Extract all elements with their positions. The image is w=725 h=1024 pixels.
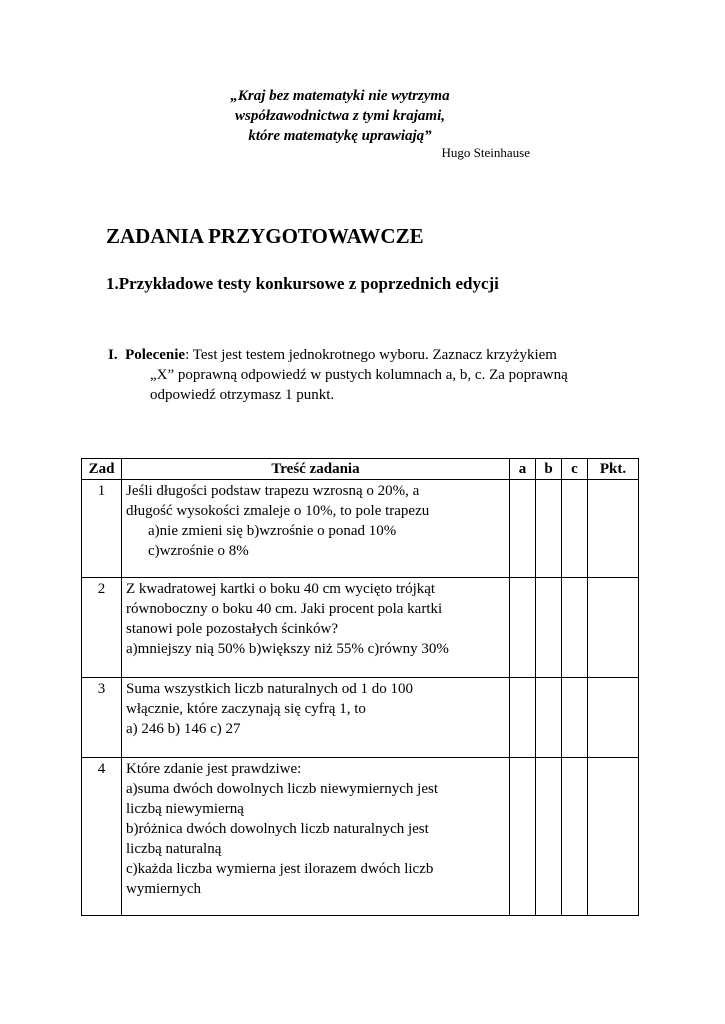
- answer-b-cell[interactable]: [536, 678, 562, 758]
- task-number: 3: [82, 678, 122, 758]
- answer-a-cell[interactable]: [510, 480, 536, 578]
- tasks-table: [81, 458, 639, 916]
- table-header-row: [82, 459, 639, 480]
- task-line: a)mniejszy nią 50% b)większy niż 55% c)równy 30%: [126, 641, 449, 657]
- task-number: 1: [82, 480, 122, 578]
- task-line: a) 246 b) 146 c) 27: [126, 721, 241, 737]
- points-cell[interactable]: [588, 578, 639, 678]
- header-content: Treść zadania: [122, 459, 510, 480]
- answer-c-cell[interactable]: [562, 678, 588, 758]
- points-cell[interactable]: [588, 758, 639, 916]
- task-line: c)każda liczba wymierna jest ilorazem dwóch liczb: [126, 861, 434, 877]
- task-number: 2: [82, 578, 122, 678]
- header-a: a: [510, 459, 536, 480]
- points-cell[interactable]: [588, 480, 639, 578]
- answer-a-cell[interactable]: [510, 578, 536, 678]
- task-line: Z kwadratowej kartki o boku 40 cm wycięto trójkąt: [126, 581, 436, 597]
- instruction-text: odpowiedź otrzymasz 1 punkt.: [150, 387, 335, 403]
- task-line: długość wysokości zmaleje o 10%, to pole trapezu: [126, 503, 430, 519]
- header-b: b: [536, 459, 562, 480]
- points-cell[interactable]: [588, 678, 639, 758]
- task-line: równoboczny o boku 40 cm. Jaki procent pola kartki: [126, 601, 443, 617]
- quote-line: współzawodnictwa z tymi krajami,: [234, 108, 446, 124]
- answer-b-cell[interactable]: [536, 480, 562, 578]
- instruction-text: „X” poprawną odpowiedź w pustych kolumnach a, b, c. Za poprawną: [150, 367, 568, 383]
- table-row: [82, 678, 639, 758]
- table-row: [82, 480, 639, 578]
- quote-author: Hugo Steinhause: [441, 145, 530, 160]
- task-line: b)różnica dwóch dowolnych liczb naturalnych jest: [126, 821, 429, 837]
- page-title: ZADANIA PRZYGOTOWAWCZE: [106, 224, 424, 248]
- quote-line: „Kraj bez matematyki nie wytrzyma: [230, 88, 450, 104]
- answer-c-cell[interactable]: [562, 758, 588, 916]
- task-line: Jeśli długości podstaw trapezu wzrosną o 20%, a: [126, 483, 420, 499]
- header-c: c: [562, 459, 588, 480]
- instruction-label: Polecenie: [125, 347, 186, 363]
- task-line: stanowi pole pozostałych ścinków?: [126, 621, 339, 637]
- task-line: liczbą niewymierną: [126, 801, 244, 817]
- answer-b-cell[interactable]: [536, 758, 562, 916]
- task-content: [122, 758, 510, 916]
- header-zad: Zad: [82, 459, 122, 480]
- task-line: c)wzrośnie o 8%: [148, 543, 249, 559]
- table-row: [82, 758, 639, 916]
- table-row: [82, 578, 639, 678]
- answer-a-cell[interactable]: [510, 678, 536, 758]
- answer-c-cell[interactable]: [562, 578, 588, 678]
- task-content: [122, 678, 510, 758]
- task-line: Które zdanie jest prawdziwe:: [126, 761, 302, 777]
- task-line: a)nie zmieni się b)wzrośnie o ponad 10%: [148, 523, 397, 539]
- task-content: [122, 578, 510, 678]
- task-content: [122, 480, 510, 578]
- answer-b-cell[interactable]: [536, 578, 562, 678]
- task-line: włącznie, które zaczynają się cyfrą 1, to: [126, 701, 366, 717]
- answer-c-cell[interactable]: [562, 480, 588, 578]
- section-subtitle: 1.Przykładowe testy konkursowe z poprzednich edycji: [106, 274, 499, 293]
- header-pkt: Pkt.: [588, 459, 639, 480]
- answer-a-cell[interactable]: [510, 758, 536, 916]
- task-line: liczbą naturalną: [126, 841, 222, 857]
- instruction-text: : Test jest testem jednokrotnego wyboru. Zaznacz krzyżykiem: [185, 347, 557, 363]
- quote-line: które matematykę uprawiają”: [248, 128, 432, 144]
- instruction-numeral: I.: [108, 347, 118, 363]
- task-line: wymiernych: [126, 881, 201, 897]
- instruction-block: [108, 345, 648, 405]
- epigraph-quote: [180, 86, 500, 146]
- task-line: a)suma dwóch dowolnych liczb niewymiernych jest: [126, 781, 438, 797]
- task-number: 4: [82, 758, 122, 916]
- task-line: Suma wszystkich liczb naturalnych od 1 do 100: [126, 681, 414, 697]
